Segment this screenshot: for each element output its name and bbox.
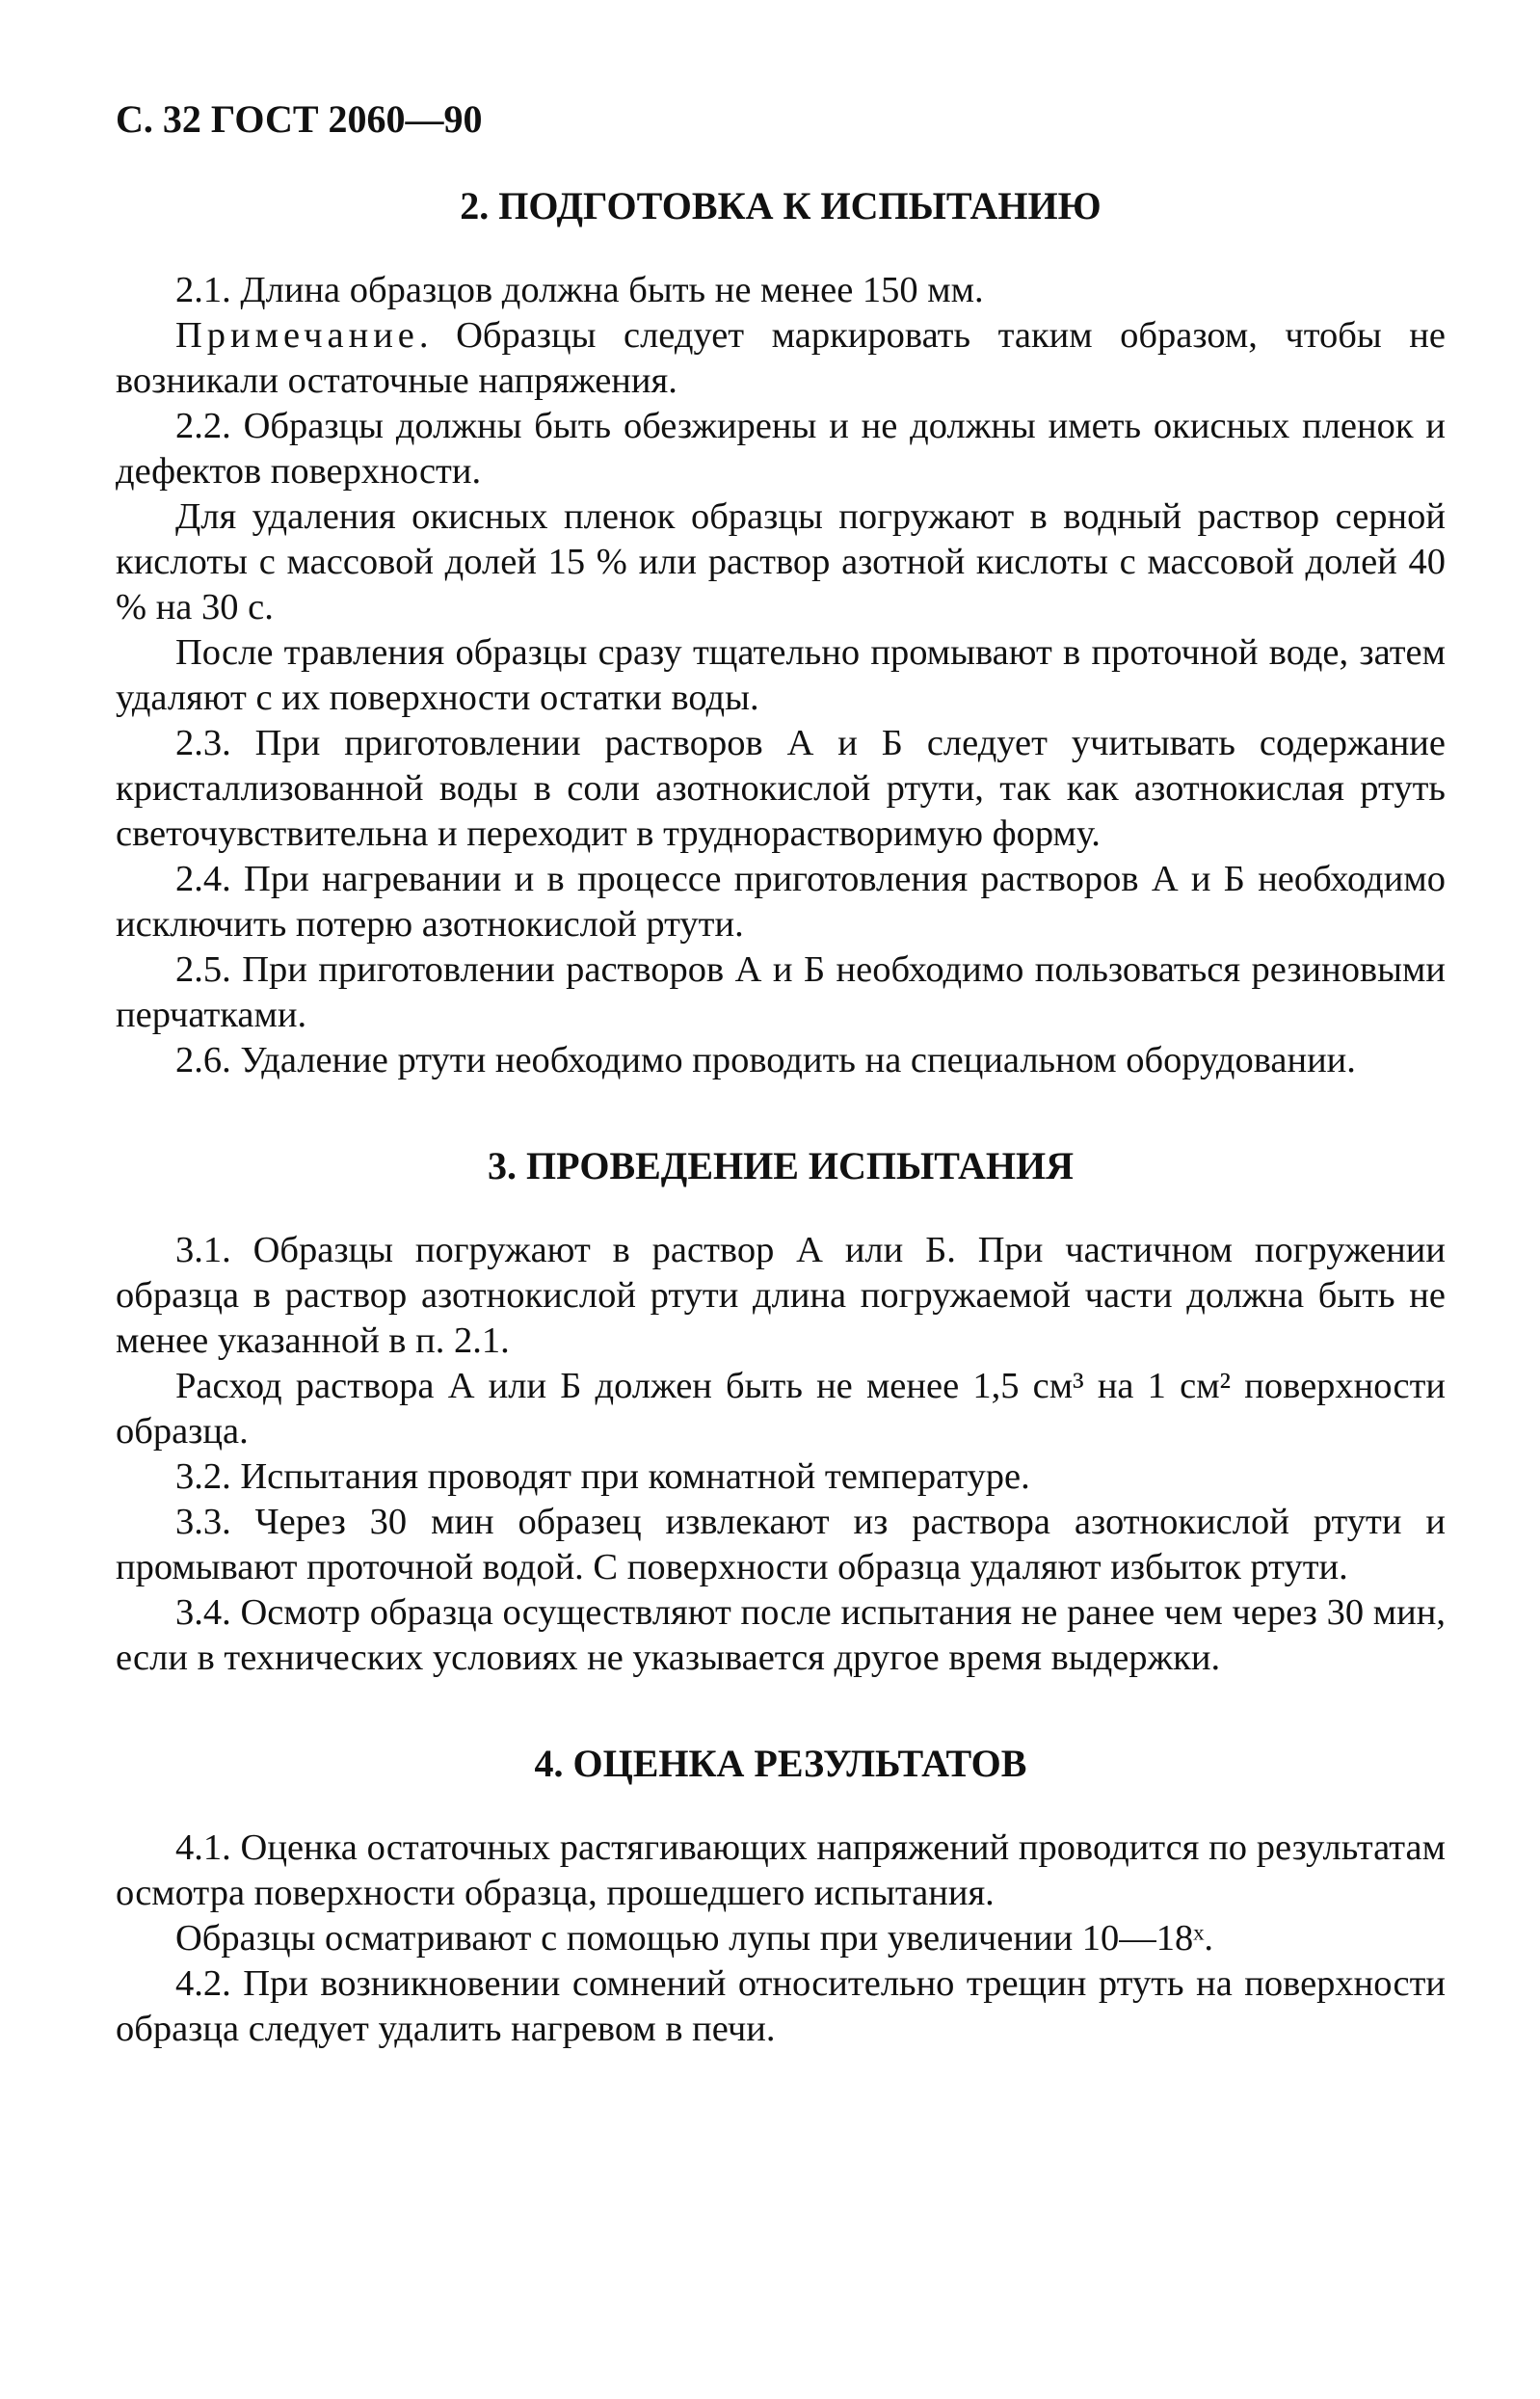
paragraph: Образцы осматривают с помощью лупы при увеличении 10—18ˣ. (175, 1918, 1214, 1959)
paragraph: 4.2. При возникновении сомнений относительно трещин ртуть на поверхности образца следует удалить нагревом в печи. (116, 1963, 1446, 2049)
paragraph: 3.3. Через 30 мин образец извлекают из раствора азотнокислой ртути и промывают проточной водой. С поверхности образца удаляют избыток ртути. (116, 1502, 1446, 1587)
paragraph: 3.1. Образцы погружают в раствор А или Б. При частичном погружении образца в раствор азотнокислой ртути длина погружаемой части должна быть не менее указанной в п. 2.1. (116, 1230, 1446, 1361)
paragraph: 2.2. Образцы должны быть обезжирены и не должны иметь окисных пленок и дефектов поверхности. (116, 406, 1446, 492)
document-page (116, 96, 1446, 2052)
paragraph: После травления образцы сразу тщательно промывают в проточной воде, затем удаляют с их поверхности остатки воды. (116, 632, 1446, 718)
paragraph: 3.2. Испытания проводят при комнатной температуре. (175, 1456, 1030, 1497)
paragraph: 2.5. При приготовлении растворов А и Б необходимо пользоваться резиновыми перчатками. (116, 949, 1446, 1035)
note-paragraph: Примечание. Образцы следует маркировать таким образом, чтобы не возникали остаточные напряжения. (116, 315, 1446, 401)
section-title: 3. ПРОВЕДЕНИЕ ИСПЫТАНИЯ (488, 1144, 1074, 1187)
paragraph: 2.1. Длина образцов должна быть не менее 150 мм. (175, 270, 984, 310)
note-label: Примечание (175, 315, 419, 356)
paragraph: 3.4. Осмотр образца осуществляют после испытания не ранее чем через 30 мин, если в технических условиях не указывается другое время выдержки. (116, 1592, 1446, 1678)
page-header: С. 32 ГОСТ 2060—90 (116, 97, 483, 141)
section-results (116, 1741, 1446, 2052)
section-testing (116, 1143, 1446, 1681)
paragraph: Расход раствора А или Б должен быть не менее 1,5 см³ на 1 см² поверхности образца. (116, 1366, 1446, 1452)
paragraph: 2.4. При нагревании и в процессе приготовления растворов А и Б необходимо исключить потерю азотнокислой ртути. (116, 859, 1446, 945)
paragraph: 2.3. При приготовлении растворов А и Б следует учитывать содержание кристаллизованной воды в соли азотнокислой ртути, так как азотнокислая ртуть светочувствительна и переходит в труднорастворимую форму. (116, 723, 1446, 854)
paragraph: 2.6. Удаление ртути необходимо проводить на специальном оборудовании. (175, 1040, 1356, 1080)
section-title: 4. ОЦЕНКА РЕЗУЛЬТАТОВ (534, 1742, 1027, 1785)
paragraph: Для удаления окисных пленок образцы погружают в водный раствор серной кислоты с массовой долей 15 % или раствор азотной кислоты с массовой долей 40 % на 30 с. (116, 496, 1446, 627)
paragraph: 4.1. Оценка остаточных растягивающих напряжений проводится по результатам осмотра поверхности образца, прошедшего испытания. (116, 1827, 1446, 1913)
section-preparation (116, 183, 1446, 1083)
section-title: 2. ПОДГОТОВКА К ИСПЫТАНИЮ (460, 184, 1102, 227)
